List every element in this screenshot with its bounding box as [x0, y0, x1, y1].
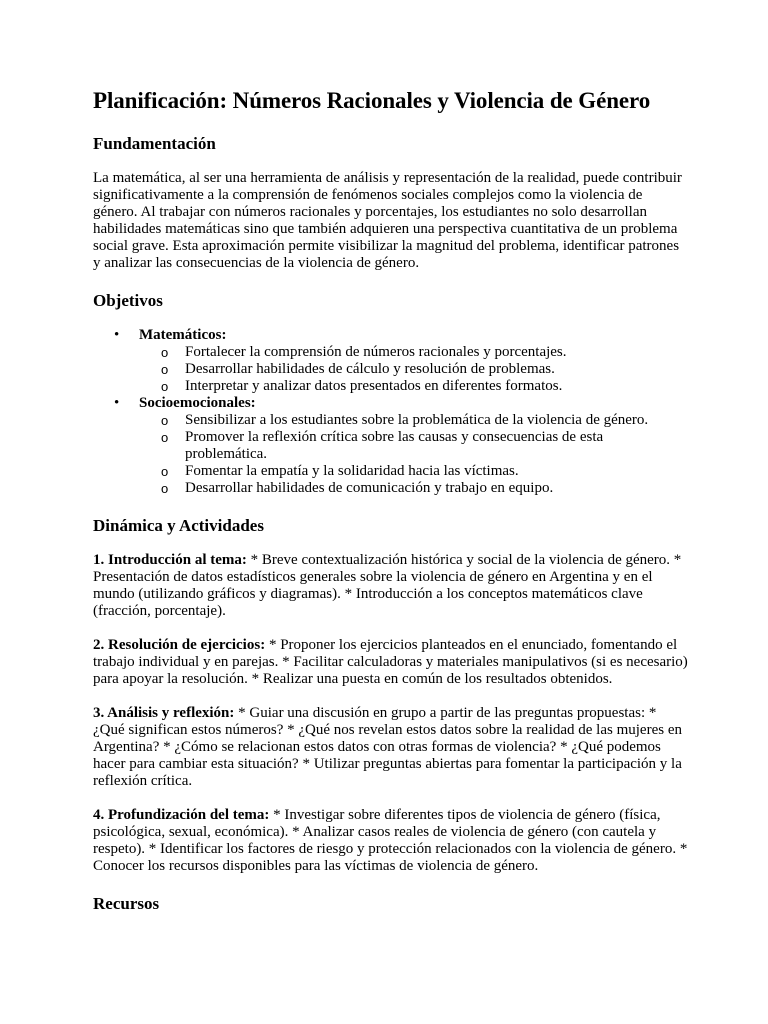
list-item-text: Desarrollar habilidades de cálculo y resolución de problemas. — [185, 361, 555, 377]
activity-paragraph — [93, 705, 688, 790]
circle-bullet-icon: o — [161, 362, 169, 377]
circle-bullet-icon: o — [161, 345, 169, 360]
list-item — [139, 378, 688, 395]
objetivos-sublist — [139, 344, 688, 395]
circle-bullet-icon: o — [161, 481, 169, 496]
list-item-text: Sensibilizar a los estudiantes sobre la problemática de la violencia de género. — [185, 412, 649, 428]
list-item — [139, 480, 688, 497]
activity-title: 2. Resolución de ejercicios: — [93, 637, 266, 653]
list-item-text: Interpretar y analizar datos presentados en diferentes formatos. — [185, 378, 563, 394]
list-item — [139, 463, 688, 480]
activity-text: * Proponer los ejercicios planteados en el enunciado, fomentando el trabajo individual y en parejas. * Facilitar calculadoras y materiales manipulativos (si es necesario) para apoyar la resolución. * Realizar una puesta en común de los resultados obtenidos. — [93, 637, 688, 687]
activity-title: 3. Análisis y reflexión: — [93, 705, 235, 721]
document-title: Planificación: Números Racionales y Violencia de Género — [93, 88, 651, 113]
circle-bullet-icon: o — [161, 430, 169, 445]
list-item — [139, 412, 688, 429]
activity-paragraph — [93, 807, 688, 875]
list-item-text: Desarrollar habilidades de comunicación y trabajo en equipo. — [185, 480, 554, 496]
objetivos-list — [93, 327, 688, 497]
activity-paragraph — [93, 552, 688, 620]
recursos-heading: Recursos — [93, 894, 160, 913]
circle-bullet-icon: o — [161, 379, 169, 394]
fundamentacion-heading: Fundamentación — [93, 134, 216, 153]
activity-text: * Investigar sobre diferentes tipos de violencia de género (física, psicológica, sexual, económica). * Analizar casos reales de violencia de género (con cautela y respeto). * Identificar los factores de riesgo y protección relacionados con la violencia de género. * Conocer los recursos disponibles para las víctimas de violencia de género. — [93, 807, 688, 874]
list-item — [139, 429, 688, 463]
fundamentacion-paragraph: La matemática, al ser una herramienta de análisis y representación de la realidad, puede contribuir significativamente a la comprensión de fenómenos sociales complejos como la violencia de género. Al trabajar con números racionales y porcentajes, los estudiantes no solo desarrollan habilidades matemáticas sino que también adquieren una perspectiva cuantitativa de un problema social grave. Esta aproximación permite visibilizar la magnitud del problema, identificar patrones y analizar las consecuencias de la violencia de género. — [93, 170, 682, 271]
activity-title: 1. Introducción al tema: — [93, 552, 247, 568]
objetivos-group-socioemocionales — [93, 395, 688, 497]
objetivos-group-matematicos — [93, 327, 688, 395]
circle-bullet-icon: o — [161, 413, 169, 428]
list-item — [139, 361, 688, 378]
list-item-text: Fortalecer la comprensión de números racionales y porcentajes. — [185, 344, 567, 360]
list-item-text: Fomentar la empatía y la solidaridad hacia las víctimas. — [185, 463, 519, 479]
bullet-icon: • — [114, 395, 120, 411]
activity-text: * Breve contextualización histórica y social de la violencia de género. * Presentación de datos estadísticos generales sobre la violencia de género en Argentina y en el mundo (utilizando gráficos y diagramas). * Introducción a los conceptos matemáticos clave (fracción, porcentaje). — [93, 552, 682, 619]
list-item-text: Promover la reflexión crítica sobre las causas y consecuencias de esta problemática. — [185, 429, 604, 462]
objetivos-heading: Objetivos — [93, 291, 163, 310]
dinamica-heading: Dinámica y Actividades — [93, 516, 264, 535]
activity-paragraph — [93, 637, 688, 688]
group-label: Socioemocionales: — [139, 395, 256, 411]
group-label: Matemáticos: — [139, 327, 227, 343]
objetivos-sublist — [139, 412, 688, 497]
activity-text: * Guiar una discusión en grupo a partir de las preguntas propuestas: * ¿Qué significan estos números? * ¿Qué nos revelan estos datos sobre la realidad de las mujeres en Argentina? * ¿Cómo se relacionan estos datos con otras formas de violencia? * ¿Qué podemos hacer para cambiar esta situación? * Utilizar preguntas abiertas para fomentar la participación y la reflexión crítica. — [93, 705, 682, 789]
bullet-icon: • — [114, 327, 120, 343]
activity-title: 4. Profundización del tema: — [93, 807, 270, 823]
list-item — [139, 344, 688, 361]
circle-bullet-icon: o — [161, 464, 169, 479]
